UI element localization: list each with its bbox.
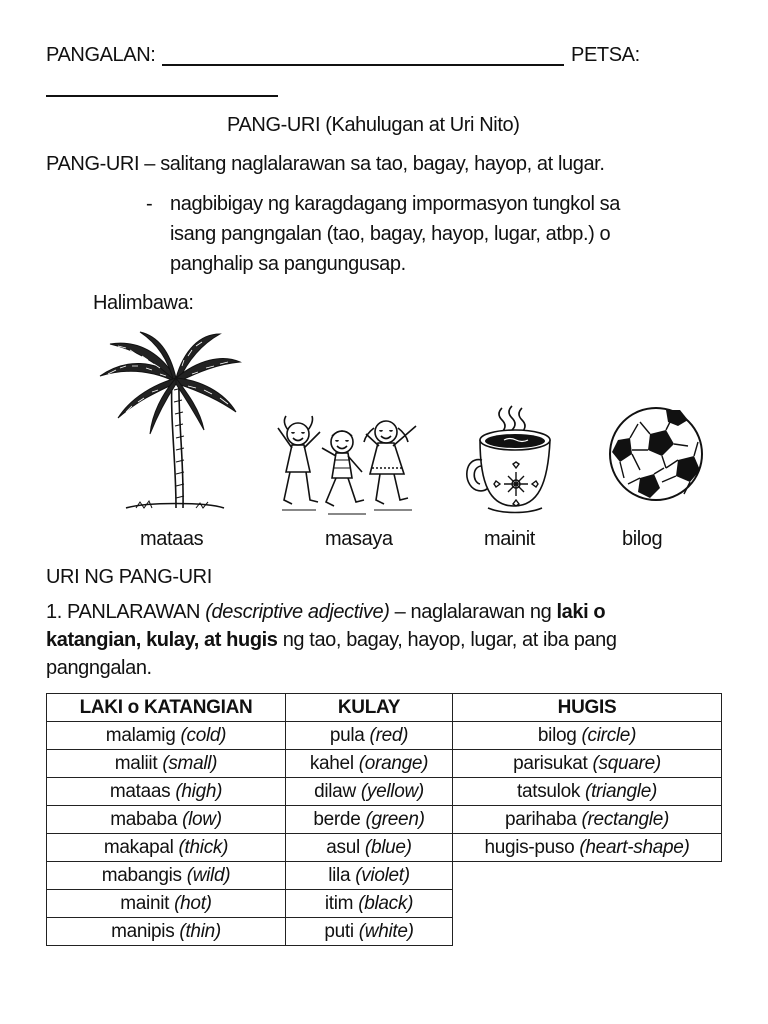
date-label: PETSA: [571, 44, 640, 66]
type1-english: (descriptive adjective) [205, 601, 390, 623]
cell-english: (white) [358, 920, 414, 942]
cell-english: (triangle) [585, 780, 658, 802]
cell-english: (circle) [581, 724, 637, 746]
cell-english: (orange) [358, 752, 429, 774]
cell-english: (wild) [186, 864, 231, 886]
types-heading: URI NG PANG-URI [46, 566, 212, 588]
table-row [47, 722, 722, 750]
page-title: PANG-URI (Kahulugan at Uri Nito) [227, 114, 520, 136]
cell-english: (rectangle) [581, 808, 670, 830]
hot-cup-icon [462, 404, 560, 516]
bullet-dash: - [146, 193, 153, 215]
happy-children-icon [276, 412, 426, 518]
name-blank-line [162, 64, 564, 66]
cell-english: (square) [592, 752, 661, 774]
cell-english: (cold) [180, 724, 227, 746]
cell-word: maliit [114, 752, 158, 774]
cell-word: tatsulok [516, 780, 581, 802]
examples-label: Halimbawa: [93, 292, 194, 314]
type1-dash-text: – naglalarawan ng [394, 601, 552, 623]
soccer-ball-icon [604, 404, 710, 504]
name-label: PANGALAN: [46, 44, 156, 66]
header-hugis: HUGIS [453, 694, 722, 722]
table-row [47, 778, 722, 806]
type1-bold-1: laki o [556, 601, 606, 623]
empty-cell [453, 862, 722, 890]
table-row [47, 862, 722, 890]
header-laki: LAKI o KATANGIAN [47, 694, 286, 722]
cell-word: dilaw [314, 780, 356, 802]
cell-english: (yellow) [360, 780, 424, 802]
type1-line2-bold: katangian, kulay, at hugis [46, 629, 278, 651]
cell-word: puti [324, 920, 354, 942]
table-cell [47, 750, 286, 778]
table-body [47, 722, 722, 946]
bullet-line-3: panghalip sa pangungusap. [170, 253, 406, 275]
table-cell [47, 890, 286, 918]
cell-word: mainit [120, 892, 170, 914]
table-cell [47, 722, 286, 750]
table-cell [286, 918, 453, 946]
cell-word: lila [328, 864, 351, 886]
cell-word: malamig [105, 724, 176, 746]
cell-word: manipis [111, 920, 175, 942]
cell-english: (small) [162, 752, 218, 774]
header-kulay: KULAY [286, 694, 453, 722]
cell-word: mababa [110, 808, 178, 830]
cell-word: kahel [309, 752, 354, 774]
table-cell [453, 750, 722, 778]
cell-english: (hot) [174, 892, 212, 914]
definition-line [46, 153, 605, 176]
cell-english: (thin) [179, 920, 221, 942]
empty-cell [453, 918, 722, 946]
cell-word: mataas [109, 780, 171, 802]
table-cell [286, 722, 453, 750]
cell-word: parihaba [504, 808, 577, 830]
cell-word: hugis-puso [484, 836, 575, 858]
cell-word: parisukat [513, 752, 588, 774]
cell-english: (heart-shape) [579, 836, 690, 858]
table-row [47, 834, 722, 862]
bullet-line-2: isang pangngalan (tao, bagay, hayop, lugar, atbp.) o [170, 223, 611, 245]
cell-english: (high) [175, 780, 223, 802]
cell-word: berde [313, 808, 361, 830]
type1-line-2 [46, 629, 617, 652]
type1-line2-rest: ng tao, bagay, hayop, lugar, at iba pang [282, 629, 617, 651]
table-cell [286, 862, 453, 890]
cell-english: (black) [358, 892, 414, 914]
table-cell [286, 778, 453, 806]
empty-cell [453, 890, 722, 918]
table-cell [453, 834, 722, 862]
table-cell [286, 890, 453, 918]
table-row [47, 806, 722, 834]
type1-line-1 [46, 601, 605, 624]
table-cell [453, 778, 722, 806]
type1-number: 1. PANLARAWAN [46, 601, 201, 623]
adjective-table [46, 693, 722, 946]
table-cell [453, 806, 722, 834]
cell-word: makapal [103, 836, 174, 858]
table-row [47, 890, 722, 918]
table-cell [286, 806, 453, 834]
cell-english: (violet) [355, 864, 410, 886]
table-cell [286, 750, 453, 778]
example-word-mataas: mataas [140, 528, 204, 550]
cell-english: (blue) [364, 836, 412, 858]
cell-word: mabangis [101, 864, 182, 886]
example-word-bilog: bilog [622, 528, 663, 550]
cell-word: pula [329, 724, 365, 746]
table-row [47, 750, 722, 778]
definition-dash: – [144, 153, 156, 175]
table-header-row [47, 694, 722, 722]
date-blank-line [46, 95, 278, 97]
table-cell [47, 862, 286, 890]
cell-english: (thick) [178, 836, 229, 858]
cell-english: (low) [182, 808, 222, 830]
cell-word: asul [326, 836, 360, 858]
cell-english: (red) [369, 724, 409, 746]
cell-word: itim [324, 892, 354, 914]
cell-word: bilog [537, 724, 577, 746]
table-cell [47, 778, 286, 806]
bullet-line-1: nagbibigay ng karagdagang impormasyon tungkol sa [170, 193, 620, 215]
cell-english: (green) [365, 808, 425, 830]
example-word-mainit: mainit [484, 528, 535, 550]
table-cell [47, 918, 286, 946]
example-word-masaya: masaya [325, 528, 393, 550]
palm-tree-icon [96, 330, 242, 516]
table-cell [47, 834, 286, 862]
table-cell [47, 806, 286, 834]
table-cell [286, 834, 453, 862]
definition-text: salitang naglalarawan sa tao, bagay, hayop, at lugar. [160, 153, 605, 175]
type1-line-3: pangngalan. [46, 657, 152, 679]
definition-term: PANG-URI [46, 153, 140, 175]
table-row [47, 918, 722, 946]
table-cell [453, 722, 722, 750]
